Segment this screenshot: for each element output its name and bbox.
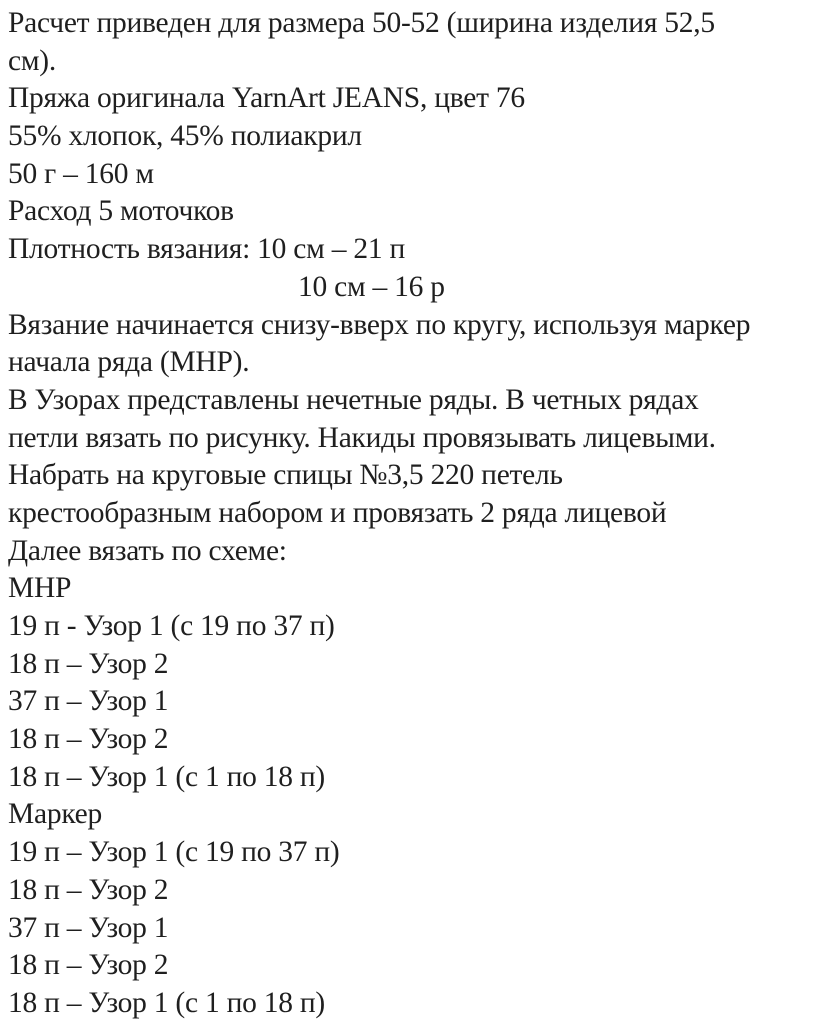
gauge-stitches-line: Плотность вязания: 10 см – 21 п xyxy=(8,233,405,266)
scheme-marker: Маркер xyxy=(8,798,103,831)
yarn-line: Пряжа оригинала YarnArt JEANS, цвет 76 xyxy=(8,82,525,115)
scheme-step: 19 п - Узор 1 (с 19 по 37 п) xyxy=(8,610,335,642)
scheme-step: 19 п – Узор 1 (с 19 по 37 п) xyxy=(8,836,340,869)
gauge-rows-line: 10 см – 16 р xyxy=(298,270,445,303)
scheme-marker-start: МНР xyxy=(8,572,72,605)
cast-on-line: Набрать на круговые спицы №3,5 220 петель xyxy=(8,459,563,492)
cast-on-line-cont: крестообразным набором и провязать 2 ряда лицевой xyxy=(8,496,667,529)
scheme-step: 37 п – Узор 1 xyxy=(8,911,169,944)
scheme-intro-line: Далее вязать по схеме: xyxy=(8,534,287,567)
method-line: Вязание начинается снизу-вверх по кругу, используя маркер xyxy=(8,308,751,341)
size-note-line: Расчет приведен для размера 50-52 (ширина изделия 52,5 xyxy=(8,7,715,39)
composition-line: 55% хлопок, 45% полиакрил xyxy=(8,120,362,153)
scheme-step: 18 п – Узор 1 (с 1 по 18 п) xyxy=(8,760,326,793)
scheme-step: 18 п – Узор 2 xyxy=(8,949,169,982)
scheme-step: 18 п – Узор 1 (с 1 по 18 п) xyxy=(8,986,326,1019)
size-note-line-cont: см). xyxy=(8,44,56,77)
method-line-cont: начала ряда (МНР). xyxy=(8,346,250,379)
consumption-line: Расход 5 моточков xyxy=(8,195,234,228)
scheme-step: 18 п – Узор 2 xyxy=(8,873,169,906)
scheme-step: 18 п – Узор 2 xyxy=(8,723,169,756)
scheme-step: 18 п – Узор 2 xyxy=(8,647,169,680)
odd-rows-line: В Узорах представлены нечетные ряды. В четных рядах xyxy=(8,383,699,416)
knitting-pattern-text xyxy=(8,5,818,1023)
scheme-step: 37 п – Узор 1 xyxy=(8,685,169,718)
odd-rows-line-cont: петли вязать по рисунку. Накиды провязывать лицевыми. xyxy=(8,421,716,454)
weight-length-line: 50 г – 160 м xyxy=(8,157,154,190)
